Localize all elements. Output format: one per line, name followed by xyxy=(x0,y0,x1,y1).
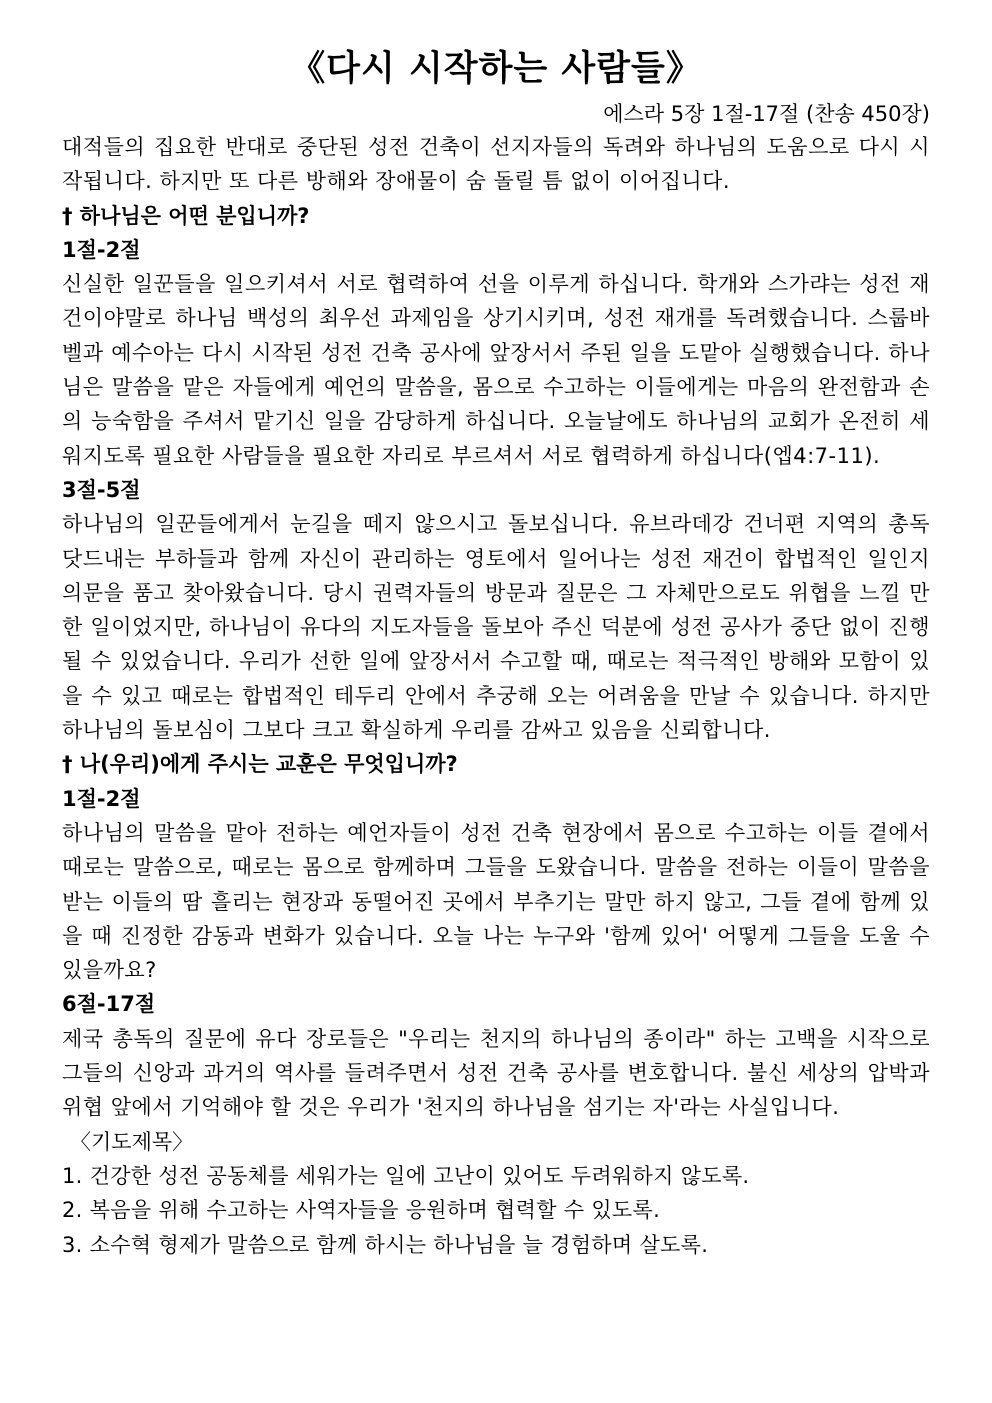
section-paragraph: 제국 총독의 질문에 유다 장로들은 "우리는 천지의 하나님의 종이라" 하는 고백을 시작으로 그들의 신앙과 과거의 역사를 들려주면서 성전 건축 공사를 변호합니다. 불신 세상의 압박과 위협 앞에서 기억해야 할 것은 우리가 '천지의 하나님을 섬기는 자'라는 사실입니다. xyxy=(62,1026,930,1120)
section-who-is-god xyxy=(62,199,930,748)
prayer-list xyxy=(62,1159,930,1262)
section-paragraph: 신실한 일꾼들을 일으키셔서 서로 협력하여 선을 이루게 하십니다. 학개와 스가랴는 성전 재건이야말로 하나님 백성의 최우선 과제임을 상기시키며, 성전 재개를 독려했습니다. 스룹바벨과 예수아는 다시 시작된 성전 건축 공사에 앞장서서 주된 일을 도맡아 실행했습니다. 하나님은 말씀을 맡은 자들에게 예언의 말씀을, 몸으로 수고하는 이들에게는 마음의 완전함과 손의 능숙함을 주셔서 맡기신 일을 감당하게 하십니다. 오늘날에도 하나님의 교회가 온전히 세워지도록 필요한 사람들을 필요한 자리로 부르셔서 서로 협력하게 하십니다(엡4:7-11). xyxy=(62,272,930,468)
section-lesson xyxy=(62,747,930,1124)
prayer-item: 3. 소수혁 형제가 말씀으로 함께 하시는 하나님을 늘 경험하며 살도록. xyxy=(62,1232,709,1257)
prayer-title: 〈기도제목〉 xyxy=(70,1129,194,1154)
verse-label: 1절-2절 xyxy=(62,786,141,811)
verse-label: 6절-17절 xyxy=(62,992,156,1017)
scripture-reference: 에스라 5장 1절-17절 (찬송 450장) xyxy=(603,102,930,126)
intro-paragraph: 대적들의 집요한 반대로 중단된 성전 건축이 선지자들의 독려와 하나님의 도움으로 다시 시작됩니다. 하지만 또 다른 방해와 장애물이 숨 돌릴 틈 없이 이어집니다. xyxy=(62,135,930,194)
prayer-item: 2. 복음을 위해 수고하는 사역자들을 응원하며 협력할 수 있도록. xyxy=(62,1198,661,1223)
section-heading: † 나(우리)에게 주시는 교훈은 무엇입니까? xyxy=(62,752,458,777)
verse-label: 1절-2절 xyxy=(62,237,141,262)
section-paragraph: 하나님의 말씀을 맡아 전하는 예언자들이 성전 건축 현장에서 몸으로 수고하는 이들 곁에서 때로는 말씀으로, 때로는 몸으로 함께하며 그들을 도왔습니다. 말씀을 전하는 이들이 말씀을 받는 이들의 땀 흘리는 현장과 동떨어진 곳에서 부추기는 말만 하지 않고, 그들 곁에 함께 있을 때 진정한 감동과 변화가 있습니다. 오늘 나는 누구와 '함께 있어' 어떻게 그들을 도울 수 있을까요? xyxy=(62,820,930,983)
section-heading: † 하나님은 어떤 분입니까? xyxy=(62,203,310,228)
page-title: 《다시 시작하는 사람들》 xyxy=(290,49,702,89)
section-paragraph: 하나님의 일꾼들에게서 눈길을 떼지 않으시고 돌보십니다. 유브라데강 건너편 지역의 총독 닷드내는 부하들과 함께 자신이 관리하는 영토에서 일어나는 성전 재건이 합법적인 일인지 의문을 품고 찾아왔습니다. 당시 권력자들의 방문과 질문은 그 자체만으로도 위협을 느낄 만한 일이었지만, 하나님이 유다의 지도자들을 돌보아 주신 덕분에 성전 공사가 중단 없이 진행될 수 있었습니다. 우리가 선한 일에 앞장서서 수고할 때, 때로는 적극적인 방해와 모함이 있을 수 있고 때로는 합법적인 테두리 안에서 추궁해 오는 어려움을 만날 수 있습니다. 하지만 하나님의 돌보심이 그보다 크고 확실하게 우리를 감싸고 있음을 신뢰합니다. xyxy=(62,512,930,743)
prayer-item: 1. 건강한 성전 공동체를 세워가는 일에 고난이 있어도 두려워하지 않도록. xyxy=(62,1163,750,1188)
verse-label: 3절-5절 xyxy=(62,477,141,502)
prayer-section xyxy=(62,1125,930,1262)
